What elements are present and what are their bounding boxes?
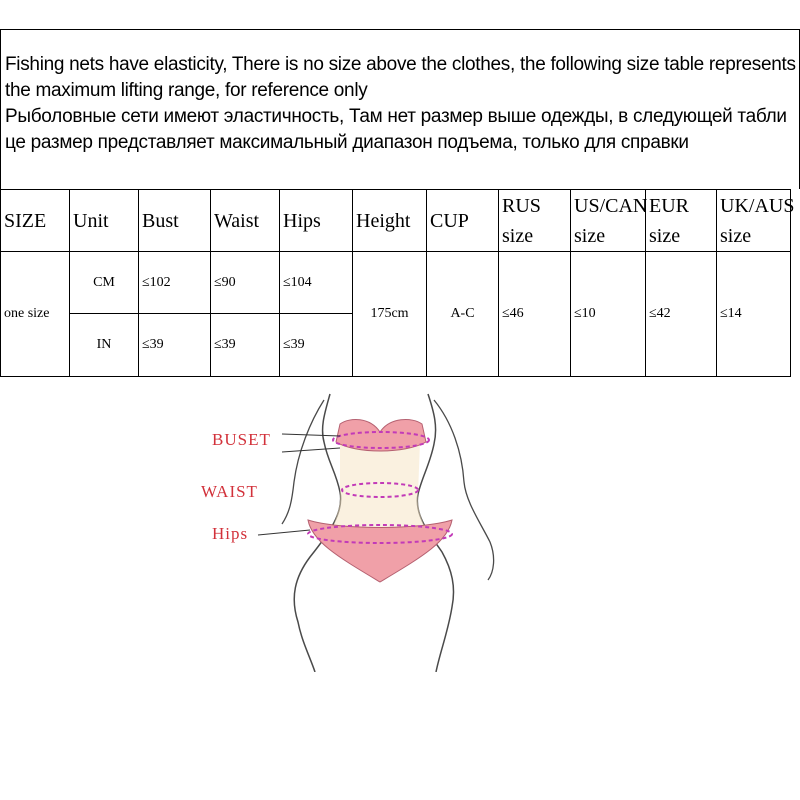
hips-leader-line	[258, 530, 310, 535]
header-eur-line2: size	[649, 224, 681, 247]
uscan-size-value: ≤10	[571, 252, 646, 377]
bust-label: BUSET	[212, 430, 271, 449]
bust-cm: ≤102	[139, 252, 211, 314]
size-one-size: one size	[1, 252, 70, 377]
header-rus-line1: RUS	[502, 194, 541, 217]
note-line-en-2: the maximum lifting range, for reference only	[5, 80, 368, 101]
left-arm	[282, 400, 324, 524]
header-uscan-line1: US/CAN	[574, 194, 648, 217]
header-rus-size	[499, 190, 571, 252]
header-ukaus-size	[717, 190, 795, 252]
bust-leader-line	[282, 434, 340, 436]
bust-in: ≤39	[139, 314, 211, 377]
header-ukaus-line1: UK/AUS	[720, 194, 795, 217]
hips-cm: ≤104	[280, 252, 353, 314]
unit-cm: CM	[70, 252, 139, 314]
hips-in: ≤39	[280, 314, 353, 377]
bust-leader-line-2	[282, 448, 340, 452]
header-ukaus-line2: size	[720, 224, 752, 247]
note-line-en-1: Fishing nets have elasticity, There is no size above the clothes, the following size table represents	[5, 54, 796, 75]
hips-label: Hips	[212, 524, 249, 543]
size-notes	[0, 29, 800, 189]
header-height: Height	[353, 190, 427, 252]
header-unit: Unit	[70, 190, 139, 252]
header-uscan-size	[571, 190, 646, 252]
header-bust: Bust	[139, 190, 211, 252]
waist-in: ≤39	[211, 314, 280, 377]
waist-label: WAIST	[201, 482, 258, 501]
header-eur-line1: EUR	[649, 194, 689, 217]
rus-size-value: ≤46	[499, 252, 571, 377]
height-value: 175cm	[353, 252, 427, 377]
note-line-ru-2: це размер представляет максимальный диапазон подъема, только для справки	[5, 132, 689, 153]
header-size: SIZE	[1, 190, 70, 252]
header-waist: Waist	[211, 190, 280, 252]
table-header-row	[1, 190, 791, 252]
table-row	[1, 252, 791, 314]
bikini-bottom	[308, 520, 452, 582]
header-rus-line2: size	[502, 224, 534, 247]
note-line-ru-1: Рыболовные сети имеют эластичность, Там нет размер выше одежды, в следующей табли	[5, 106, 787, 127]
eur-size-value: ≤42	[646, 252, 717, 377]
header-uscan-line2: size	[574, 224, 606, 247]
unit-in: IN	[70, 314, 139, 377]
measurement-figure	[190, 382, 550, 672]
header-eur-size	[646, 190, 717, 252]
waist-cm: ≤90	[211, 252, 280, 314]
ukaus-size-value: ≤14	[717, 252, 791, 377]
header-hips: Hips	[280, 190, 353, 252]
cup-value: A-C	[427, 252, 499, 377]
header-cup: CUP	[427, 190, 499, 252]
size-table	[0, 189, 795, 377]
